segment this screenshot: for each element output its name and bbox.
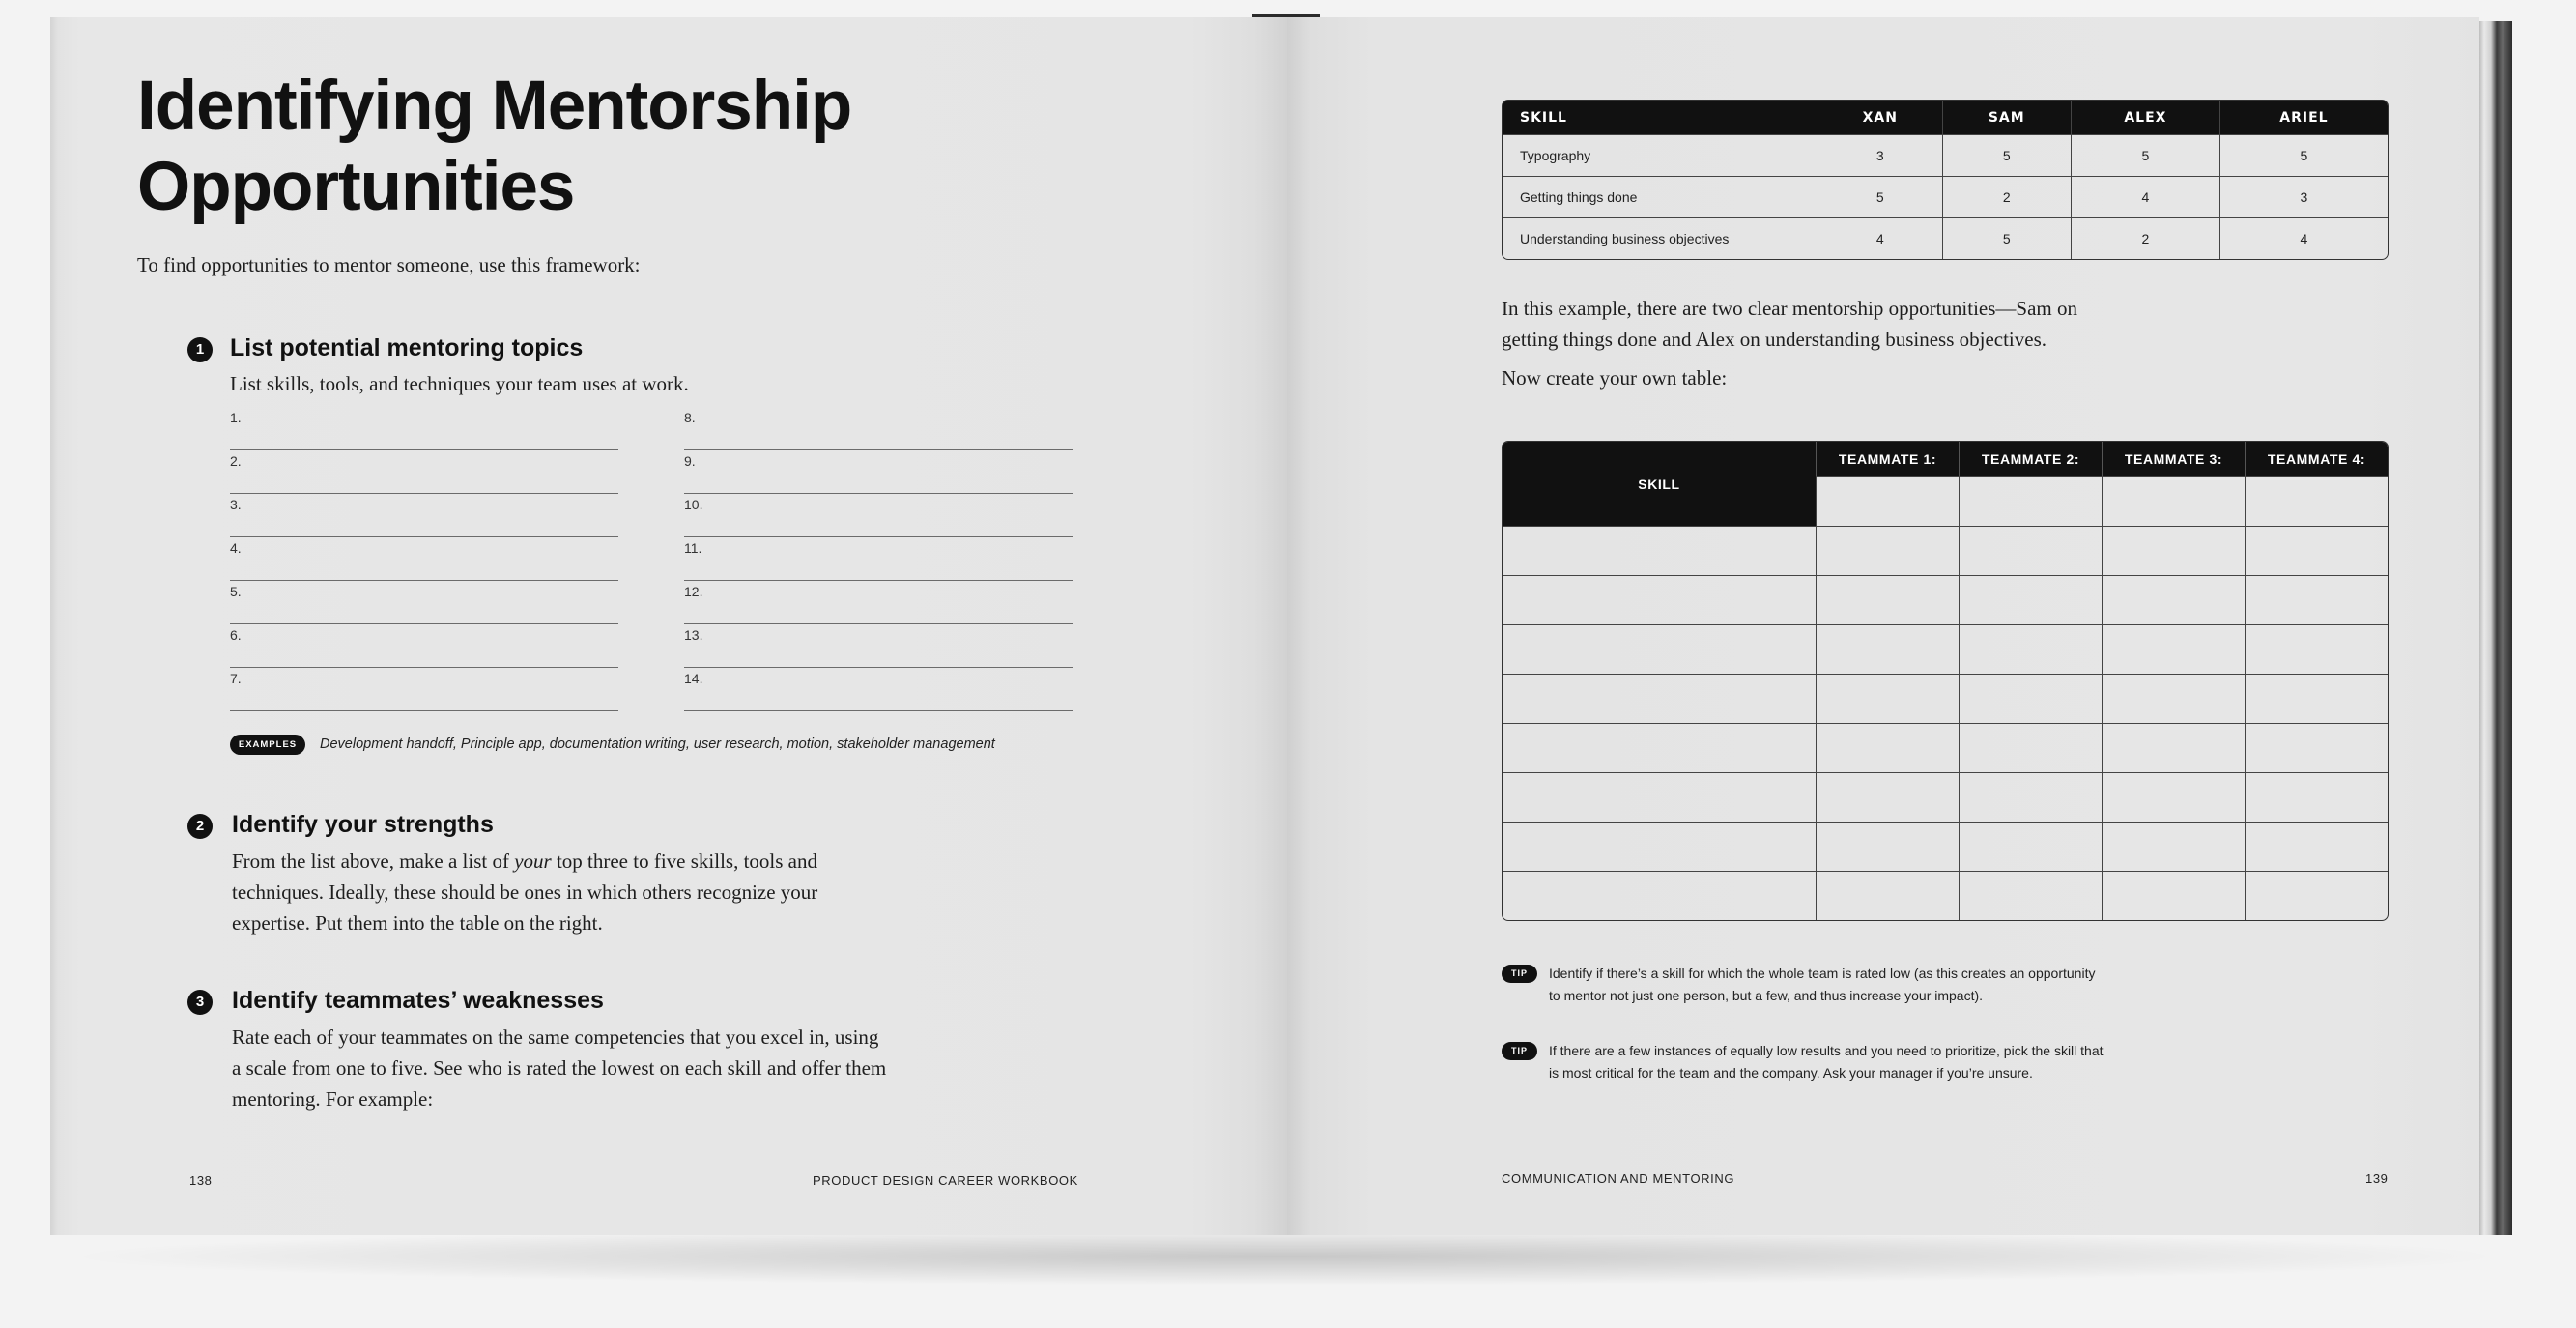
- table-cell: 5: [1942, 134, 2071, 176]
- table-cell: Getting things done: [1503, 176, 1818, 217]
- rating-cell[interactable]: [2102, 723, 2245, 772]
- teammate-header: TEAMMATE 2:: [1959, 442, 2102, 476]
- tip-badge: TIP: [1502, 1042, 1537, 1060]
- list-line-number: 1.: [230, 410, 242, 425]
- list-line[interactable]: [230, 623, 618, 668]
- rating-cell[interactable]: [1816, 822, 1959, 871]
- rating-cell[interactable]: [2102, 674, 2245, 723]
- rating-cell[interactable]: [2102, 526, 2245, 575]
- table-cell: 5: [1942, 217, 2071, 259]
- title-line-1: Identifying Mentorship: [137, 68, 852, 144]
- table-row: [1503, 772, 2388, 822]
- rating-cell[interactable]: [1816, 723, 1959, 772]
- table-row: [1503, 871, 2388, 920]
- table-cell: 5: [2071, 134, 2219, 176]
- step-1-body: List skills, tools, and techniques your team uses at work.: [230, 372, 689, 395]
- page-edges: [2479, 21, 2512, 1235]
- rating-cell[interactable]: [2102, 772, 2245, 822]
- skill-cell[interactable]: [1503, 871, 1816, 920]
- list-line-number: 14.: [684, 671, 703, 686]
- tip-badge: TIP: [1502, 965, 1537, 983]
- list-line[interactable]: [230, 449, 618, 494]
- right-page-number: 139: [2365, 1171, 2389, 1186]
- rating-cell[interactable]: [2245, 772, 2388, 822]
- topics-list-left: [230, 406, 618, 715]
- list-line-number: 9.: [684, 453, 696, 469]
- list-line[interactable]: [684, 493, 1073, 537]
- teammate-name-cell[interactable]: [2102, 476, 2245, 526]
- blank-ratings-table: [1502, 441, 2389, 921]
- table-row: [1503, 674, 2388, 723]
- skill-cell[interactable]: [1503, 526, 1816, 575]
- table-cell: 3: [2219, 176, 2388, 217]
- list-line[interactable]: [230, 406, 618, 450]
- page-title: [137, 66, 1007, 228]
- rating-cell[interactable]: [1816, 674, 1959, 723]
- table-header-cell: ARIEL: [2219, 101, 2388, 134]
- rating-cell[interactable]: [1959, 624, 2102, 674]
- step-1-title: List potential mentoring topics: [230, 334, 584, 361]
- skill-cell[interactable]: [1503, 772, 1816, 822]
- skill-cell[interactable]: [1503, 822, 1816, 871]
- create-table-prompt: Now create your own table:: [1502, 366, 1728, 390]
- list-line[interactable]: [684, 580, 1073, 624]
- table-cell: 4: [2219, 217, 2388, 259]
- table-cell: 3: [1818, 134, 1942, 176]
- book-shadow: [58, 1227, 2512, 1285]
- step-2-number: 2: [187, 814, 213, 839]
- examples-text: Development handoff, Principle app, documentation writing, user research, motion, stakeholder management: [320, 736, 995, 752]
- list-line[interactable]: [684, 449, 1073, 494]
- rating-cell[interactable]: [2245, 526, 2388, 575]
- list-line[interactable]: [230, 493, 618, 537]
- step-2-title: Identify your strengths: [232, 811, 494, 838]
- tip-text: If there are a few instances of equally low results and you need to prioritize, pick the skill that is most critical for the team and the company. Ask your manager if you’re unsure.: [1549, 1043, 2104, 1081]
- list-line-number: 13.: [684, 627, 703, 643]
- table-cell: 2: [1942, 176, 2071, 217]
- table-row: [1503, 217, 2388, 259]
- rating-cell[interactable]: [2245, 871, 2388, 920]
- rating-cell[interactable]: [2245, 723, 2388, 772]
- table-row: [1503, 526, 2388, 575]
- teammate-name-cell[interactable]: [1816, 476, 1959, 526]
- table-cell: Typography: [1503, 134, 1818, 176]
- rating-cell[interactable]: [1959, 871, 2102, 920]
- rating-cell[interactable]: [1959, 674, 2102, 723]
- table-header-row: [1503, 442, 2388, 476]
- table-cell: 5: [2219, 134, 2388, 176]
- rating-cell[interactable]: [2245, 575, 2388, 624]
- list-line-number: 11.: [684, 540, 702, 556]
- rating-cell[interactable]: [1959, 822, 2102, 871]
- skill-cell[interactable]: [1503, 674, 1816, 723]
- table-row: [1503, 176, 2388, 217]
- step-3-body: Rate each of your teammates on the same competencies that you excel in, using a scale from one to five. See who is rated the lowest on each skill and offer them mentoring. For example:: [232, 1025, 887, 1111]
- example-ratings-table: [1502, 100, 2389, 260]
- table-cell: 5: [1818, 176, 1942, 217]
- tip-text: Identify if there’s a skill for which the whole team is rated low (as this creates an opportunity to mentor not just one person, but a few, and thus increase your impact).: [1549, 966, 2096, 1003]
- table-cell: Understanding business objectives: [1503, 217, 1818, 259]
- table-cell: 4: [2071, 176, 2219, 217]
- step-3-number: 3: [187, 990, 213, 1015]
- rating-cell[interactable]: [2245, 822, 2388, 871]
- table-row: [1503, 624, 2388, 674]
- teammate-header: TEAMMATE 3:: [2102, 442, 2245, 476]
- examples-badge: EXAMPLES: [230, 735, 305, 755]
- table-header-cell: SKILL: [1503, 101, 1818, 134]
- table-row: [1503, 134, 2388, 176]
- step-1-number: 1: [187, 337, 213, 362]
- rating-cell[interactable]: [2102, 575, 2245, 624]
- teammate-header: TEAMMATE 1:: [1816, 442, 1959, 476]
- list-line-number: 5.: [230, 584, 242, 599]
- table-cell: 4: [1818, 217, 1942, 259]
- table-header-cell: ALEX: [2071, 101, 2219, 134]
- list-line[interactable]: [230, 580, 618, 624]
- right-footer-title: COMMUNICATION AND MENTORING: [1502, 1171, 1735, 1186]
- rating-cell[interactable]: [1816, 575, 1959, 624]
- left-page-number: 138: [189, 1173, 213, 1188]
- teammate-name-cell[interactable]: [1959, 476, 2102, 526]
- table-row: [1503, 822, 2388, 871]
- list-line-number: 12.: [684, 584, 703, 599]
- rating-cell[interactable]: [1959, 723, 2102, 772]
- step-2-body: From the list above, make a list of your top three to five skills, tools and techniques. Ideally, these should be ones in which others recognize your expertise. Put them into the table on the right.: [232, 850, 818, 935]
- intro-text: To find opportunities to mentor someone, use this framework:: [137, 253, 641, 276]
- list-line[interactable]: [684, 623, 1073, 668]
- list-line-number: 8.: [684, 410, 696, 425]
- rating-cell[interactable]: [1816, 624, 1959, 674]
- list-line-number: 4.: [230, 540, 242, 556]
- skill-cell[interactable]: [1503, 575, 1816, 624]
- list-line-number: 7.: [230, 671, 242, 686]
- list-line[interactable]: [684, 667, 1073, 711]
- list-line-number: 10.: [684, 497, 703, 512]
- table-row: [1503, 575, 2388, 624]
- rating-cell[interactable]: [1816, 772, 1959, 822]
- rating-cell[interactable]: [1959, 772, 2102, 822]
- list-line[interactable]: [230, 667, 618, 711]
- rating-cell[interactable]: [2245, 624, 2388, 674]
- rating-cell[interactable]: [2102, 871, 2245, 920]
- skill-cell[interactable]: [1503, 624, 1816, 674]
- rating-cell[interactable]: [1816, 526, 1959, 575]
- skill-cell[interactable]: [1503, 723, 1816, 772]
- table-row: [1503, 723, 2388, 772]
- list-line[interactable]: [230, 536, 618, 581]
- rating-cell[interactable]: [1959, 575, 2102, 624]
- table-header-cell: XAN: [1818, 101, 1942, 134]
- list-line[interactable]: [684, 536, 1073, 581]
- teammate-name-cell[interactable]: [2245, 476, 2388, 526]
- step-3-title: Identify teammates’ weaknesses: [232, 987, 604, 1014]
- rating-cell[interactable]: [2102, 822, 2245, 871]
- list-line-number: 6.: [230, 627, 242, 643]
- table-header-cell: SAM: [1942, 101, 2071, 134]
- list-line-number: 3.: [230, 497, 242, 512]
- rating-cell[interactable]: [1816, 871, 1959, 920]
- left-footer-title: PRODUCT DESIGN CAREER WORKBOOK: [813, 1173, 1078, 1188]
- rating-cell[interactable]: [2245, 674, 2388, 723]
- teammate-header: TEAMMATE 4:: [2245, 442, 2388, 476]
- topics-list-right: [684, 406, 1073, 715]
- blank-table-body: [1503, 526, 2388, 920]
- table-header-row: [1503, 101, 2388, 134]
- example-explanation: In this example, there are two clear mentorship opportunities—Sam on getting things done and Alex on understanding business objectives.: [1502, 297, 2078, 351]
- list-line[interactable]: [684, 406, 1073, 450]
- title-line-2: Opportunities: [137, 149, 575, 225]
- rating-cell[interactable]: [2102, 624, 2245, 674]
- list-line-number: 2.: [230, 453, 242, 469]
- skill-header: SKILL: [1503, 442, 1816, 526]
- rating-cell[interactable]: [1959, 526, 2102, 575]
- table-cell: 2: [2071, 217, 2219, 259]
